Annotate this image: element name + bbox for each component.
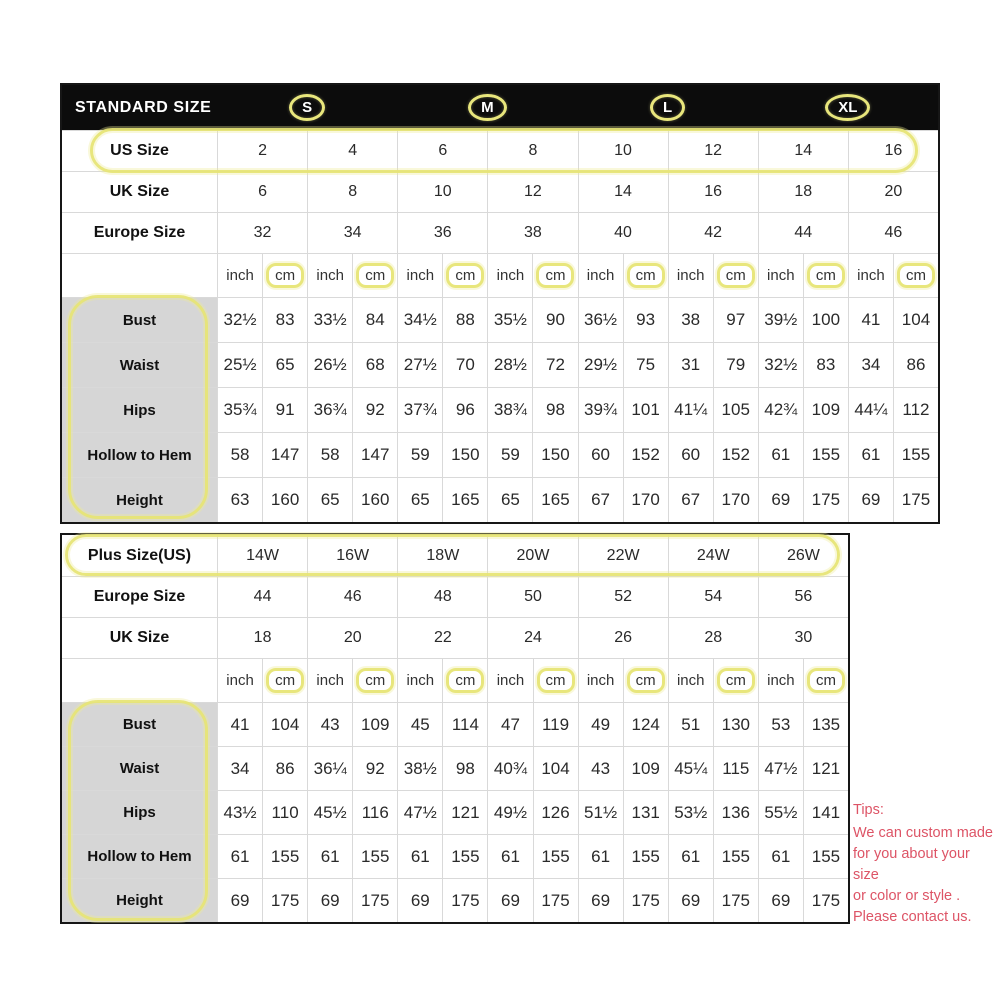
hips-value: 105 — [714, 388, 758, 432]
unit-cm-label: cm — [717, 263, 755, 288]
hips-value: 131 — [624, 791, 668, 834]
height-value: 69 — [759, 879, 803, 922]
plus-size-us-value: 18W — [398, 535, 487, 576]
waist-value: 31 — [669, 343, 713, 387]
hips-value: 47½ — [398, 791, 442, 834]
height-value: 69 — [759, 478, 803, 522]
height-value: 175 — [534, 879, 578, 922]
hips-value: 126 — [534, 791, 578, 834]
hips-value: 42¾ — [759, 388, 803, 432]
waist-value: 70 — [443, 343, 487, 387]
row-label-europe-size: Europe Size — [62, 577, 217, 617]
unit-inch-label: inch — [579, 659, 623, 702]
bust-value: 130 — [714, 703, 758, 746]
height-value: 67 — [579, 478, 623, 522]
unit-inch-label: inch — [308, 659, 352, 702]
unit-cm-label: cm — [807, 668, 845, 693]
uk-size-value: 14 — [579, 172, 668, 212]
tips-heading: Tips: — [853, 802, 884, 818]
waist-value: 68 — [353, 343, 397, 387]
hollow-to-hem-value: 59 — [398, 433, 442, 477]
uk-size-value: 16 — [669, 172, 758, 212]
size-group-cell-m — [397, 85, 577, 130]
waist-value: 34 — [218, 747, 262, 790]
row-label-uk-size: UK Size — [62, 618, 217, 658]
row-label-hips: Hips — [62, 791, 217, 834]
bust-value: 47 — [488, 703, 532, 746]
waist-value: 27½ — [398, 343, 442, 387]
bust-value: 135 — [804, 703, 848, 746]
hips-value: 44¼ — [849, 388, 893, 432]
hips-value: 96 — [443, 388, 487, 432]
bust-value: 88 — [443, 298, 487, 342]
waist-value: 43 — [579, 747, 623, 790]
height-value: 175 — [804, 879, 848, 922]
plus-size-us-value: 14W — [218, 535, 307, 576]
europe-size-value: 34 — [308, 213, 397, 253]
bust-value: 104 — [263, 703, 307, 746]
tips-line: for you about your size — [853, 846, 970, 883]
unit-cm-label: cm — [537, 668, 575, 693]
unit-row-spacer — [62, 254, 217, 297]
waist-value: 34 — [849, 343, 893, 387]
unit-cm-label: cm — [717, 668, 755, 693]
uk-size-value: 30 — [759, 618, 848, 658]
hips-value: 136 — [714, 791, 758, 834]
uk-size-value: 6 — [218, 172, 307, 212]
hollow-to-hem-value: 60 — [669, 433, 713, 477]
size-m-badge: M — [468, 94, 507, 121]
unit-cm-label: cm — [266, 263, 304, 288]
plus-size-us-value: 16W — [308, 535, 397, 576]
row-label-bust: Bust — [62, 298, 217, 342]
hollow-to-hem-value: 61 — [488, 835, 532, 878]
europe-size-value: 46 — [849, 213, 938, 253]
plus-size-us-value: 22W — [579, 535, 668, 576]
standard-size-table — [60, 83, 940, 524]
waist-value: 121 — [804, 747, 848, 790]
hollow-to-hem-value: 155 — [894, 433, 938, 477]
height-value: 175 — [624, 879, 668, 922]
hips-value: 112 — [894, 388, 938, 432]
unit-cm-label: cm — [446, 263, 484, 288]
hips-value: 41¼ — [669, 388, 713, 432]
height-value: 175 — [443, 879, 487, 922]
height-value: 69 — [308, 879, 352, 922]
waist-value: 79 — [714, 343, 758, 387]
size-l-badge: L — [650, 94, 685, 121]
unit-inch-label: inch — [759, 254, 803, 297]
unit-inch-label: inch — [759, 659, 803, 702]
uk-size-value: 12 — [488, 172, 577, 212]
hollow-to-hem-value: 155 — [624, 835, 668, 878]
us-size-value: 2 — [218, 131, 307, 171]
waist-value: 38½ — [398, 747, 442, 790]
unit-cm-cell — [714, 254, 758, 297]
bust-value: 36½ — [579, 298, 623, 342]
row-label-height: Height — [62, 478, 217, 522]
height-value: 175 — [894, 478, 938, 522]
unit-cm-cell — [353, 659, 397, 702]
size-group-cell-l — [578, 85, 758, 130]
plus-size-table — [60, 533, 850, 924]
bust-value: 33½ — [308, 298, 352, 342]
size-group-cell-s — [217, 85, 397, 130]
hollow-to-hem-value: 61 — [218, 835, 262, 878]
hips-value: 49½ — [488, 791, 532, 834]
height-value: 69 — [218, 879, 262, 922]
europe-size-value: 50 — [488, 577, 577, 617]
us-size-value: 8 — [488, 131, 577, 171]
bust-value: 38 — [669, 298, 713, 342]
hollow-to-hem-value: 147 — [263, 433, 307, 477]
unit-cm-label: cm — [356, 668, 394, 693]
hips-value: 110 — [263, 791, 307, 834]
bust-value: 104 — [894, 298, 938, 342]
europe-size-value: 56 — [759, 577, 848, 617]
hollow-to-hem-value: 155 — [534, 835, 578, 878]
uk-size-value: 18 — [759, 172, 848, 212]
hollow-to-hem-value: 61 — [398, 835, 442, 878]
unit-cm-cell — [804, 659, 848, 702]
height-value: 175 — [353, 879, 397, 922]
waist-value: 92 — [353, 747, 397, 790]
height-value: 160 — [353, 478, 397, 522]
unit-cm-cell — [353, 254, 397, 297]
hollow-to-hem-value: 155 — [443, 835, 487, 878]
waist-value: 83 — [804, 343, 848, 387]
height-value: 175 — [714, 879, 758, 922]
size-s-badge: S — [289, 94, 325, 121]
waist-value: 32½ — [759, 343, 803, 387]
unit-inch-label: inch — [669, 254, 713, 297]
hollow-to-hem-value: 59 — [488, 433, 532, 477]
hollow-to-hem-value: 61 — [759, 433, 803, 477]
unit-inch-label: inch — [218, 659, 262, 702]
waist-value: 26½ — [308, 343, 352, 387]
height-value: 160 — [263, 478, 307, 522]
unit-cm-cell — [263, 254, 307, 297]
hollow-to-hem-value: 150 — [533, 433, 577, 477]
unit-cm-label: cm — [627, 668, 665, 693]
unit-cm-cell — [443, 254, 487, 297]
hollow-to-hem-value: 58 — [308, 433, 352, 477]
waist-value: 65 — [263, 343, 307, 387]
hollow-to-hem-value: 147 — [353, 433, 397, 477]
height-value: 65 — [488, 478, 532, 522]
height-value: 63 — [218, 478, 262, 522]
us-size-value: 12 — [669, 131, 758, 171]
row-label-plus-size-us: Plus Size(US) — [62, 535, 217, 576]
uk-size-value: 20 — [849, 172, 938, 212]
unit-cm-label: cm — [266, 668, 304, 693]
bust-value: 90 — [533, 298, 577, 342]
hips-value: 53½ — [669, 791, 713, 834]
waist-value: 86 — [894, 343, 938, 387]
europe-size-value: 54 — [669, 577, 758, 617]
hollow-to-hem-value: 155 — [804, 433, 848, 477]
uk-size-value: 28 — [669, 618, 758, 658]
bust-value: 53 — [759, 703, 803, 746]
bust-value: 119 — [534, 703, 578, 746]
waist-value: 104 — [534, 747, 578, 790]
us-size-value: 6 — [398, 131, 487, 171]
europe-size-value: 46 — [308, 577, 397, 617]
uk-size-value: 18 — [218, 618, 307, 658]
hips-value: 116 — [353, 791, 397, 834]
height-value: 65 — [308, 478, 352, 522]
hips-value: 43½ — [218, 791, 262, 834]
row-label-waist: Waist — [62, 343, 217, 387]
waist-value: 29½ — [579, 343, 623, 387]
unit-cm-label: cm — [356, 263, 394, 288]
height-value: 175 — [804, 478, 848, 522]
unit-cm-cell — [624, 659, 668, 702]
row-label-height: Height — [62, 879, 217, 922]
row-label-europe-size: Europe Size — [62, 213, 217, 253]
bust-value: 83 — [263, 298, 307, 342]
hollow-to-hem-value: 152 — [624, 433, 668, 477]
bust-value: 35½ — [488, 298, 532, 342]
hips-value: 36¾ — [308, 388, 352, 432]
row-label-hips: Hips — [62, 388, 217, 432]
height-value: 175 — [263, 879, 307, 922]
waist-value: 40¾ — [488, 747, 532, 790]
waist-value: 86 — [263, 747, 307, 790]
europe-size-value: 42 — [669, 213, 758, 253]
hips-value: 98 — [533, 388, 577, 432]
unit-cm-cell — [533, 254, 577, 297]
tips-note — [853, 800, 999, 928]
hollow-to-hem-value: 58 — [218, 433, 262, 477]
uk-size-value: 26 — [579, 618, 668, 658]
unit-cm-label: cm — [897, 263, 935, 288]
unit-inch-label: inch — [398, 659, 442, 702]
bust-value: 124 — [624, 703, 668, 746]
hollow-to-hem-value: 155 — [353, 835, 397, 878]
height-value: 165 — [533, 478, 577, 522]
hips-value: 141 — [804, 791, 848, 834]
hollow-to-hem-value: 61 — [308, 835, 352, 878]
bust-value: 41 — [849, 298, 893, 342]
plus-size-us-value: 20W — [488, 535, 577, 576]
hips-value: 39¾ — [579, 388, 623, 432]
height-value: 69 — [488, 879, 532, 922]
europe-size-value: 32 — [218, 213, 307, 253]
europe-size-value: 36 — [398, 213, 487, 253]
bust-value: 43 — [308, 703, 352, 746]
waist-value: 36¼ — [308, 747, 352, 790]
hips-value: 55½ — [759, 791, 803, 834]
bust-value: 49 — [579, 703, 623, 746]
bust-value: 45 — [398, 703, 442, 746]
uk-size-value: 8 — [308, 172, 397, 212]
height-value: 69 — [669, 879, 713, 922]
hips-value: 35¾ — [218, 388, 262, 432]
waist-value: 25½ — [218, 343, 262, 387]
bust-value: 100 — [804, 298, 848, 342]
waist-value: 72 — [533, 343, 577, 387]
unit-cm-cell — [894, 254, 938, 297]
europe-size-value: 52 — [579, 577, 668, 617]
hips-value: 37¾ — [398, 388, 442, 432]
bust-value: 32½ — [218, 298, 262, 342]
europe-size-value: 40 — [579, 213, 668, 253]
unit-inch-label: inch — [849, 254, 893, 297]
uk-size-value: 22 — [398, 618, 487, 658]
hollow-to-hem-value: 155 — [804, 835, 848, 878]
height-value: 65 — [398, 478, 442, 522]
height-value: 69 — [849, 478, 893, 522]
plus-size-us-value: 26W — [759, 535, 848, 576]
unit-inch-label: inch — [218, 254, 262, 297]
row-label-bust: Bust — [62, 703, 217, 746]
height-value: 69 — [398, 879, 442, 922]
row-label-us-size: US Size — [62, 131, 217, 171]
uk-size-value: 10 — [398, 172, 487, 212]
plus-size-grid — [60, 533, 850, 924]
waist-value: 28½ — [488, 343, 532, 387]
unit-cm-cell — [714, 659, 758, 702]
europe-size-value: 44 — [759, 213, 848, 253]
height-value: 69 — [579, 879, 623, 922]
us-size-value: 14 — [759, 131, 848, 171]
bust-value: 114 — [443, 703, 487, 746]
row-label-uk-size: UK Size — [62, 172, 217, 212]
size-group-badges — [217, 85, 938, 130]
unit-row-spacer — [62, 659, 217, 702]
us-size-value: 16 — [849, 131, 938, 171]
hollow-to-hem-value: 152 — [714, 433, 758, 477]
hollow-to-hem-value: 155 — [714, 835, 758, 878]
hips-value: 51½ — [579, 791, 623, 834]
unit-inch-label: inch — [488, 254, 532, 297]
standard-size-grid — [60, 83, 940, 524]
waist-value: 47½ — [759, 747, 803, 790]
hollow-to-hem-value: 61 — [669, 835, 713, 878]
hips-value: 91 — [263, 388, 307, 432]
waist-value: 115 — [714, 747, 758, 790]
hollow-to-hem-value: 155 — [263, 835, 307, 878]
unit-inch-label: inch — [579, 254, 623, 297]
europe-size-value: 44 — [218, 577, 307, 617]
unit-cm-cell — [534, 659, 578, 702]
row-label-waist: Waist — [62, 747, 217, 790]
bust-value: 97 — [714, 298, 758, 342]
row-label-hollow-to-hem: Hollow to Hem — [62, 433, 217, 477]
hollow-to-hem-value: 150 — [443, 433, 487, 477]
hips-value: 121 — [443, 791, 487, 834]
hips-value: 101 — [624, 388, 668, 432]
unit-cm-label: cm — [536, 263, 574, 288]
unit-cm-cell — [443, 659, 487, 702]
height-value: 170 — [624, 478, 668, 522]
height-value: 170 — [714, 478, 758, 522]
unit-inch-label: inch — [308, 254, 352, 297]
bust-value: 39½ — [759, 298, 803, 342]
bust-value: 84 — [353, 298, 397, 342]
size-group-cell-xl — [758, 85, 938, 130]
unit-inch-label: inch — [488, 659, 532, 702]
waist-value: 45¼ — [669, 747, 713, 790]
bust-value: 34½ — [398, 298, 442, 342]
bust-value: 41 — [218, 703, 262, 746]
height-value: 165 — [443, 478, 487, 522]
uk-size-value: 20 — [308, 618, 397, 658]
tips-line: Please contact us. — [853, 909, 972, 925]
uk-size-value: 24 — [488, 618, 577, 658]
hips-value: 38¾ — [488, 388, 532, 432]
hollow-to-hem-value: 61 — [759, 835, 803, 878]
unit-cm-label: cm — [807, 263, 845, 288]
waist-value: 75 — [624, 343, 668, 387]
waist-value: 98 — [443, 747, 487, 790]
plus-size-us-value: 24W — [669, 535, 758, 576]
waist-value: 109 — [624, 747, 668, 790]
hips-value: 92 — [353, 388, 397, 432]
unit-inch-label: inch — [398, 254, 442, 297]
size-xl-badge: XL — [825, 94, 870, 121]
bust-value: 51 — [669, 703, 713, 746]
standard-size-header-bar — [62, 85, 938, 130]
unit-inch-label: inch — [669, 659, 713, 702]
hollow-to-hem-value: 60 — [579, 433, 623, 477]
row-label-hollow-to-hem: Hollow to Hem — [62, 835, 217, 878]
europe-size-value: 48 — [398, 577, 487, 617]
hips-value: 45½ — [308, 791, 352, 834]
hollow-to-hem-value: 61 — [579, 835, 623, 878]
hips-value: 109 — [804, 388, 848, 432]
standard-size-title: STANDARD SIZE — [75, 98, 212, 116]
unit-cm-label: cm — [627, 263, 665, 288]
unit-cm-cell — [804, 254, 848, 297]
height-value: 67 — [669, 478, 713, 522]
bust-value: 93 — [624, 298, 668, 342]
tips-line: or color or style . — [853, 888, 961, 904]
unit-cm-label: cm — [446, 668, 484, 693]
us-size-value: 4 — [308, 131, 397, 171]
us-size-value: 10 — [579, 131, 668, 171]
bust-value: 109 — [353, 703, 397, 746]
unit-cm-cell — [624, 254, 668, 297]
unit-cm-cell — [263, 659, 307, 702]
europe-size-value: 38 — [488, 213, 577, 253]
hollow-to-hem-value: 61 — [849, 433, 893, 477]
tips-line: We can custom made — [853, 825, 993, 841]
